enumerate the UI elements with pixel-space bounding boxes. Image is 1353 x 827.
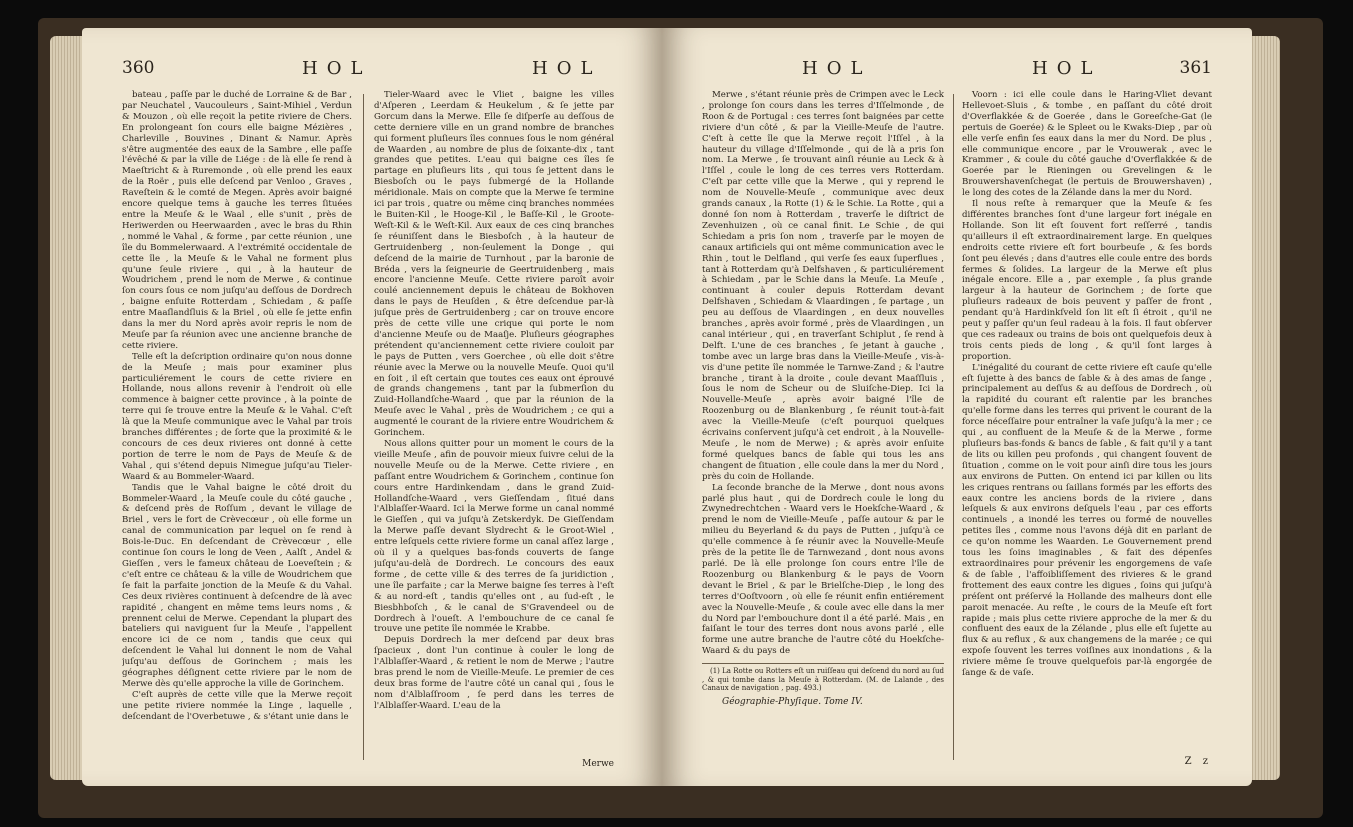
running-head: HOL	[802, 58, 872, 79]
catchword: Merwe	[582, 759, 614, 770]
text-column-left	[122, 90, 352, 770]
running-head: HOL	[1032, 58, 1102, 79]
text-column-right	[962, 90, 1212, 770]
right-page	[662, 28, 1252, 786]
paragraph: C'eſt auprès de cette ville que la Merwe reçoit une petite riviere nommée la Linge , laquelle , deſcendant de l'Overbetuwe , & s'étant unie dans le	[122, 689, 352, 722]
column-rule	[363, 94, 364, 760]
paragraph: Voorn : ici elle coule dans le Haring-Vliet devant Hellevoet-Sluis , & tombe , en paſſant du côté droit d'Overflakkée & de Goerée , dans le Goreeſche-Gat (le pertuis de Goerée) & le Spleet ou le Kwaks-Diep , par où elle verſe enfin ſes eaux dans la mer du Nord. De plus , elle communique encore , par le Vrouwerak , avec le Krammer , & coule du côté gauche d'Overflakkée & de Goerée par le Rieningen ou Grevelingen & le Brouwershavenſchegat (le pertuis de Brouwershaven) , le long des cotes de la Zélande dans la mer du Nord.	[962, 90, 1212, 199]
text-column-right	[374, 90, 614, 770]
signature-mark: Z z	[1184, 756, 1212, 768]
paragraph: Il nous reſte à remarquer que la Meuſe & ſes différentes branches ſont d'une largeur fort inégale en Hollande. Son lit eſt ſouvent fort reſſerré , tandis qu'ailleurs il eſt extraordinairement large. En quelques endroits cette riviere eſt fort bourbeuſe , & ſes bords ſont peu élevés ; dans d'autres elle coule entre des bords fermes & ſolides. La largeur de la Merwe eſt plus inégale encore. Elle a , par exemple , ſa plus grande largeur à la hauteur de Gorinchem ; de ſorte que pluſieurs radeaux de bois peuvent y paſſer de front , pendant qu'à Hardinkſveld ſon lit eſt ſi étroit , qu'il ne peut y paſſer qu'un ſeul radeau à la fois. Il faut obſerver que ces radeaux ou trains de bois ont quelquefois deux à trois cents pieds de long , & qu'il ſont larges à proportion.	[962, 199, 1212, 362]
paragraph: Depuis Dordrech la mer deſcend par deux bras ſpacieux , dont l'un continue à couler le long de l'Alblaſſer-Waard , & retient le nom de Merwe ; l'autre bras prend le nom de Vieille-Meuſe. Le premier de ces deux bras forme de l'autre côté un canal qui , ſous le nom d'Alblaſſroom , ſe perd dans les terres de l'Alblaſſer-Waard. L'eau de la	[374, 635, 614, 711]
paragraph: L'inégalité du courant de cette riviere eſt cauſe qu'elle eſt ſujette à des bancs de ſable & à des amas de ſange , principalement au deſſus & au deſſous de Dordrech , où la rapidité du courant eſt ralentie par les branches qu'elle forme dans les terres qui privent le courant de la force néceſſaire pour entraîner la vaſe juſqu'à la mer ; ce qui , au confluent de la Meuſe & de la Merwe , forme pluſieurs bas-fonds & bancs de ſable , & fait qu'il y a tant de lits ou killen peu profonds , qui changent ſouvent de ſituation , comme on le voit pour ainſi dire tous les jours aux environs de Putten. On entend ici par killen ou lits les criques rentrans ou ſaillans formés par les efforts des eaux contre les anciens bords de la riviere , dans leſquels & aux environs deſquels l'eau , par ces efforts continuels , a inondé les terres ou formé de nouvelles petites îles , comme nous l'avons déjà dit en parlant de ce qu'on nomme les Waarden. Le Gouvernement prend tous les ſoins imaginables , & fait des dépenſes extraordinaires pour prévenir les engorgemens de vaſe & de ſable , l'affoibliſſement des rivieres & le grand frottement des eaux contre les digues , ſoins qui juſqu'à préſent ont préſervé la Hollande des malheurs dont elle paroit menacée. Au reſte , le cours de la Meuſe eſt fort rapide ; mais plus cette riviere approche de la mer & du confluent des eaux de la Zélande , plus elle eſt ſujette au flux & au reflux , & aux changemens de la marée ; ce qui expoſe ſouvent les terres voiſines aux inondations , & la riviere même ſe trouve quelquefois par-là engorgée de ſange & de vaſe.	[962, 362, 1212, 679]
left-page-edges	[50, 36, 84, 780]
volume-title: Géographie-Phyſique. Tome IV.	[722, 696, 863, 707]
running-head: HOL	[532, 58, 602, 79]
column-rule	[953, 94, 954, 760]
footnote	[702, 663, 944, 693]
page-number: 360	[122, 58, 155, 78]
paragraph: Tieler-Waard avec le Vliet , baigne les villes d'Aſperen , Leerdam & Heukelum , & ſe jette par Gorcum dans la Merwe. Elle ſe diſperſe au deſſous de cette derniere ville en un grand nombre de branches qui forment pluſieurs îles connues ſous le nom général de Waarden , au nombre de plus de ſoixante-dix , tant grandes que petites. L'eau qui baigne ces îles ſe partage en pluſieurs lits , qui tous ſe jettent dans le Biesboſch ou le pays ſubmergé de la Hollande méridionale. Mais on compte que la Merwe ſe termine ici par trois , quatre ou même cinq branches nommées le Buiten-Kil , le Hooge-Kil , le Baſſe-Kil , le Groote-Weſt-Kil & le Weſt-Kil. Aux eaux de ces cinq branches ſe réuniſſent dans le Biesboſch , à la hauteur de Gertruidenberg , non-ſeulement la Donge , qui deſcend de la mairie de Turnhout , par la baronie de Bréda , vers la ſeigneurie de Geertruidenberg , mais encore l'ancienne Meuſe. Cette riviere paroît avoir coulé anciennement depuis le château de Bokhoven dans le pays de Heuſden , & être deſcendue par-là juſque près de Gertruidenberg ; car on trouve encore près de cette ville une crique qui porte le nom d'ancienne Meuſe ou de Maaſje. Pluſieurs géographes prétendent qu'anciennement cette riviere couloit par le pays de Putten , vers Goerchee , où elle doit s'être réunie avec la Merwe ou la nouvelle Meuſe. Quoi qu'il en ſoit , il eſt certain que toutes ces eaux ont éprouvé de grands changemens , tant par la ſubmerſion du Zuid-Hollandſche-Waard , que par la réunion de la Meuſe avec le Vahal , près de Woudrichem ; ce qui a augmenté le courant de la riviere entre Woudrichem & Gorinchem.	[374, 90, 614, 439]
right-page-header	[702, 58, 1212, 84]
left-page	[82, 28, 662, 786]
paragraph: La ſeconde branche de la Merwe , dont nous avons parlé plus haut , qui de Dordrech coule le long du Zwynedrechtchen - Waard vers le Hoekſche-Waard , & prend le nom de Vieille-Meuſe , paſſe autour & par le milieu du Beyerland & du pays de Putten , juſqu'à ce qu'elle commence à ſe réunir avec la Nouvelle-Meuſe près de la petite île de Tarnwezand , dont nous avons parlé. De là elle prolonge ſon cours entre l'île de Roozenburg ou Blankenburg & le pays de Voorn devant le Briel , & par le Brielſche-Diep , le long des terres d'Ooſtvoorn , où elle ſe réunit enfin entiérement avec la Nouvelle-Meuſe , & coule avec elle dans la mer du Nord par l'embouchure dont il a été parlé. Mais , en faiſant le tour des terres dont nous avons parlé , elle forme une autre branche de l'autre côté du Hoekſche-Waard & du pays de	[702, 482, 944, 657]
paragraph: bateau , paſſe par le duché de Lorraine & de Bar , par Neuchatel , Vaucouleurs , Saint-Mihiel , Verdun & Mouzon , où elle reçoit la petite riviere de Chers. En prolongeant ſon cours elle baigne Mézières , Charleville , Bouvines , Dinant & Namur. Après s'être augmentée des eaux de la Sambre , elle paſſe l'évêché & par la ville de Liége : de là elle ſe rend à Maeſtricht & à Ruremonde , où elle prend les eaux de la Roër , puis elle deſcend par Venloo , Graves , Raveſtein & le comté de Megen. Après avoir baigné encore quelque tems à gauche les terres ſituées entre la Meuſe & le Waal , elle s'unit , près de Heriwerden ou Heerwaarden , avec le bras du Rhin , nommé le Vahal , & forme , par cette réunion , une île du Bommelerwaard. A l'extrémité occidentale de cette île , la Meuſe & le Vahal ne forment plus qu'une ſeule riviere , qui , à la hauteur de Woudrichem , prend le nom de Merwe , & continue ſon cours ſous ce nom juſqu'au deſſous de Dordrech , baigne enſuite Rotterdam , Schiedam , & paſſe entre Maaſlandſluis & la Briel , où elle ſe jette enfin dans la mer du Nord après avoir repris le nom de Meuſe par ſa réunion avec une ancienne branche de cette riviere.	[122, 90, 352, 351]
footnote-text: (1) La Rotte ou Rotters eſt un ruiſſeau qui deſcend du nord au ſud , & qui tombe dans la Meuſe à Rotterdam. (M. de Lalande , des Canaux de navigation , pag. 493.)	[702, 667, 944, 693]
paragraph: Merwe , s'étant réunie près de Crimpen avec le Leck , prolonge ſon cours dans les terres d'Iſſelmonde , de Roon & de Portugal : ces terres ſont baignées par cette riviere d'un côté , & par la Vieille-Meuſe de l'autre. C'eſt à cette île que la Merwe reçoit l'Iſſel , à la hauteur du village d'Iſſelmonde , qui de là a pris ſon nom. La Merwe , ſe trouvant ainſi réunie au Leck & à l'Iſſel , coule le long de ces terres vers Rotterdam. C'eſt par cette ville que la Merwe , qui y reprend le nom de Nouvelle-Meuſe , communique avec deux grands canaux , la Rotte (1) & le Schie. La Rotte , qui a donné ſon nom à Rotterdam , traverſe le diſtrict de Zevenhuizen , où ce canal finit. Le Schie , de qui Schiedam a pris ſon nom , traverſe par le moyen de canaux artificiels qui ont même communication avec le Rhin , tout le Delfland , qui verſe ſes eaux ſuperflues , tant à Rotterdam qu'à Delfshaven , & particuliérement à Schiedam , par le Schie dans la Meuſe. La Meuſe , continuant à couler depuis Rotterdam devant Delfshaven , Schiedam & Vlaardingen , ſe partage , un peu au deſſous de Vlaardingen , en deux nouvelles branches , après avoir formé , près de Vlaardingen , un canal intérieur , qui , en traverſant Schiplut , ſe rend à Delft. L'une de ces branches , ſe jetant à gauche , tombe avec un large bras dans la Vieille-Meuſe , vis-à-vis d'une petite île nommée le Tarnwe-Zand ; & l'autre branche , tirant à la droite , coule devant Maaſſluis , ſous le nom de Scheur ou de Sluiſche-Diep. Ici la Nouvelle-Meuſe , après avoir baigné l'île de Roozenburg ou de Blankenburg , ſe réunit tout-à-fait avec la Vieille-Meuſe (c'eſt pourquoi quelques écrivains conſervent juſqu'à cet endroit , à la Nouvelle-Meuſe , le nom de Merwe) ; & après avoir enſuite formé quelques bancs de ſable qui tous les ans changent de ſituation , elle coule dans la mer du Nord , près du coin de Hollande.	[702, 90, 944, 482]
right-page-edges	[1250, 36, 1280, 780]
paragraph: Telle eſt la deſcription ordinaire qu'on nous donne de la Meuſe ; mais pour examiner plus particuliérement le cours de cette riviere en Hollande, nous allons revenir à l'endroit où elle commence à baigner cette province , à la pointe de terre qui ſe trouve entre la Meuſe & le Vahal. C'eſt là que la Meuſe communique avec le Vahal par trois branches différentes ; de ſorte que la proximité & le concours de ces deux rivieres ont donné à cette portion de terre le nom de Pays de Meuſe & de Vahal , qui s'étend depuis Nimegue juſqu'au Tieler-Waard & au Bommeler-Waard.	[122, 351, 352, 482]
text-column-left	[702, 90, 944, 770]
running-head: HOL	[302, 58, 372, 79]
left-page-header	[122, 58, 622, 84]
page-number: 361	[1179, 58, 1212, 78]
paragraph: Nous allons quitter pour un moment le cours de la vieille Meuſe , afin de pouvoir mieux ſuivre celui de la nouvelle Meuſe ou de la Merwe. Cette riviere , en paſſant entre Woudrichem & Gorinchem , continue ſon cours entre Hardinkendam , dans le grand Zuid-Hollandſche-Waard , vers Gieſſendam , ſitué dans l'Alblaſſer-Waard. Ici la Merwe forme un canal nommé le Gieſſen , qui va juſqu'à Zetskerdyk. De Gieſſendam la Merwe paſſe devant Slydrecht & le Groot-Wiel , entre leſquels cette riviere forme un canal aſſez large , où il y a quelques bas-fonds couverts de ſange juſqu'au-delà de Dordrech. Le concours des eaux forme , de cette ville & des terres de ſa juridiction , une île parfaite ; car la Merwe baigne ſes terres à l'eſt & au nord-eſt , tandis qu'elles ont , au ſud-eſt , le Biesbhboſch , & le canal de S'Gravendeel ou de Dordrech à l'oueſt. A l'embouchure de ce canal ſe trouve une petite île nommée le Krabbe.	[374, 439, 614, 635]
paragraph: Tandis que le Vahal baigne le côté droit du Bommeler-Waard , la Meuſe coule du côté gauche , & deſcend près de Roſſum , devant le village de Briel , vers le fort de Crèvecœur , où elle forme un canal de communication par lequel on ſe rend à Bois-le-Duc. En deſcendant de Crèvecœur , elle continue ſon cours le long de Veen , Aalſt , Andel & Gieſſen , vers le fameux château de Loeveſtein ; & c'eſt entre ce château & la ville de Woudrichem que ſe fait la parfaite jonction de la Meuſe & du Vahal. Ces deux rivières continuent à deſcendre de là avec rapidité , changent en même tems leurs noms , & prennent celui de Merwe. Cependant la plupart des bateliers qui naviguent ſur la Meuſe , l'appellent encore ici de ce nom , tandis que ceux qui deſcendent le Vahal lui donnent le nom de Vahal juſqu'au deſſous de Gorinchem ; mais les géographes déſignent cette riviere par le nom de Merwe dès qu'elle approche la ville de Gorinchem.	[122, 482, 352, 689]
